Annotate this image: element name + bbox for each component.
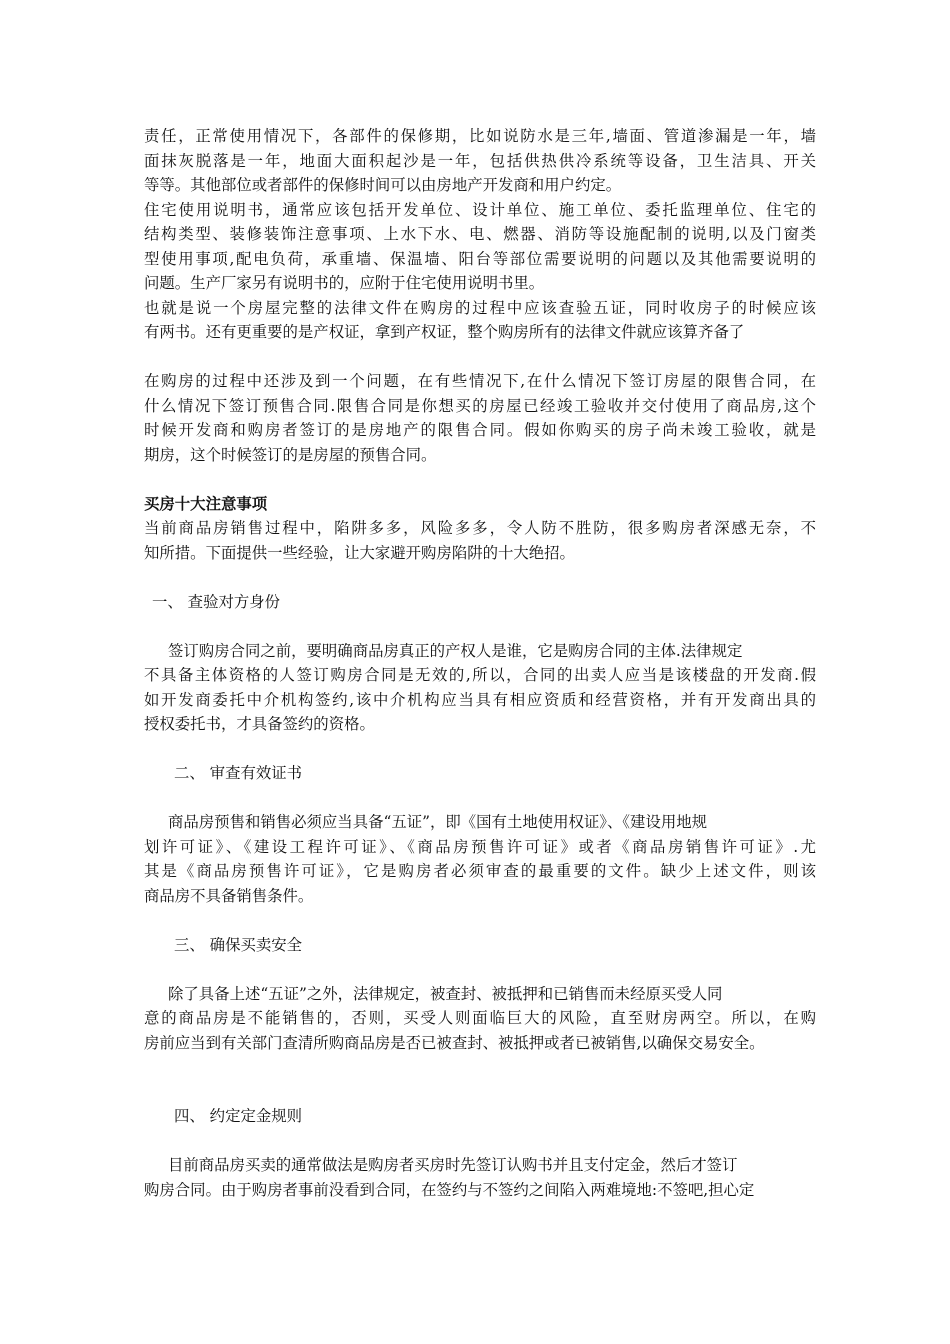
text-line: 问题。生产厂家另有说明书的，应附于住宅使用说明书里。 bbox=[144, 274, 545, 292]
text-line: 期房，这个时候签订的是房屋的预售合同。 bbox=[144, 445, 437, 464]
document-page bbox=[144, 124, 816, 1202]
spacer bbox=[144, 908, 816, 933]
spacer bbox=[144, 957, 816, 982]
item-heading: 二、 审查有效证书 bbox=[174, 764, 303, 782]
text-line: 什么情况下签订预售合同.限售合同是你想买的房屋已经竣工验收并交付使用了商品房,这个 bbox=[144, 396, 816, 415]
text-line: 目前商品房买卖的通常做法是购房者买房时先签订认购书并且支付定金，然后才签订 bbox=[168, 1156, 738, 1174]
text-line: 有两书。还有更重要的是产权证，拿到产权证，整个购房所有的法律文件就应该算齐备了 bbox=[144, 323, 745, 341]
text-line: 当前商品房销售过程中，陷阱多多，风险多多，令人防不胜防，很多购房者深感无奈，不 bbox=[144, 519, 816, 537]
text-line: 购房合同。由于购房者事前没看到合同，在签约与不签约之间陷入两难境地:不签吧,担心定 bbox=[144, 1180, 755, 1199]
item-heading: 四、 约定定金规则 bbox=[174, 1107, 303, 1125]
text-line: 除了具备上述“五证”之外，法律规定，被查封、被抵押和已销售而未经原买受人同 bbox=[168, 984, 723, 1003]
spacer bbox=[144, 1080, 816, 1105]
text-line: 面抹灰脱落是一年，地面大面积起沙是一年，包括供热供冷系统等设备，卫生洁具、开关 bbox=[144, 151, 816, 170]
text-line: 商品房不具备销售条件。 bbox=[144, 886, 314, 905]
section-title: 买房十大注意事项 bbox=[144, 494, 268, 513]
text-line: 签订购房合同之前，要明确商品房真正的产权人是谁，它是购房合同的主体.法律规定 bbox=[168, 641, 743, 660]
text-line: 在购房的过程中还涉及到一个问题，在有些情况下,在什么情况下签订房屋的限售合同，在 bbox=[144, 372, 816, 390]
item-heading: 三、 确保买卖安全 bbox=[174, 935, 303, 954]
item-body bbox=[144, 810, 816, 908]
paragraph-manual bbox=[144, 198, 816, 296]
spacer bbox=[144, 1055, 816, 1080]
text-line: 其是《商品房预售许可证》，它是购房者必须审查的最重要的文件。缺少上述文件，则该 bbox=[144, 862, 816, 880]
text-line: 住宅使用说明书，通常应该包括开发单位、设计单位、施工单位、委托监理单位、住宅的 bbox=[144, 200, 816, 219]
text-line: 意的商品房是不能销售的，否则，买受人则面临巨大的风险，直至财房两空。所以，在购 bbox=[144, 1009, 816, 1027]
text-line: 结构类型、装修装饰注意事项、上水下水、电、燃器、消防等设施配制的说明,以及门窗类 bbox=[144, 225, 816, 243]
spacer bbox=[144, 737, 816, 762]
text-line: 知所措。下面提供一些经验，让大家避开购房陷阱的十大绝招。 bbox=[144, 543, 575, 562]
spacer bbox=[144, 1129, 816, 1154]
text-line: 责任，正常使用情况下，各部件的保修期，比如说防水是三年,墙面、管道渗漏是一年，墙 bbox=[144, 127, 816, 145]
text-line: 商品房预售和销售必须应当具备“五证”，即《国有土地使用权证》、《建设用地规 bbox=[168, 813, 708, 831]
text-line: 房前应当到有关部门查清所购商品房是否已被查封、被抵押或者已被销售,以确保交易安全。 bbox=[144, 1033, 765, 1052]
intro-paragraph bbox=[144, 516, 816, 565]
item-body bbox=[144, 639, 816, 737]
item-heading: 一、 查验对方身份 bbox=[152, 592, 281, 611]
spacer bbox=[144, 345, 816, 370]
spacer bbox=[144, 565, 816, 590]
spacer bbox=[144, 614, 816, 639]
spacer bbox=[144, 467, 816, 492]
text-line: 划许可证》、《建设工程许可证》、《商品房预售许可证》或者《商品房销售许可证》.尤 bbox=[144, 837, 816, 856]
text-line: 时候开发商和购房者签订的是房地产的限售合同。假如你购买的房子尚未竣工验收，就是 bbox=[144, 421, 816, 439]
text-line: 不具备主体资格的人签订购房合同是无效的,所以，合同的出卖人应当是该楼盘的开发商.假 bbox=[144, 666, 816, 684]
item-body bbox=[144, 1153, 816, 1202]
paragraph-legal-docs bbox=[144, 296, 816, 345]
text-line: 等等。其他部位或者部件的保修时间可以由房地产开发商和用户约定。 bbox=[144, 176, 622, 194]
paragraph-contracts bbox=[144, 369, 816, 467]
text-line: 如开发商委托中介机构签约,该中介机构应当具有相应资质和经营资格，并有开发商出具的 bbox=[144, 690, 816, 709]
text-line: 型使用事项,配电负荷，承重墙、保温墙、阳台等部位需要说明的问题以及其他需要说明的 bbox=[144, 249, 816, 268]
item-body bbox=[144, 982, 816, 1056]
spacer bbox=[144, 786, 816, 811]
text-line: 也就是说一个房屋完整的法律文件在购房的过程中应该查验五证，同时收房子的时候应该 bbox=[144, 298, 816, 317]
paragraph-warranty bbox=[144, 124, 816, 198]
text-line: 授权委托书，才具备签约的资格。 bbox=[144, 715, 375, 733]
